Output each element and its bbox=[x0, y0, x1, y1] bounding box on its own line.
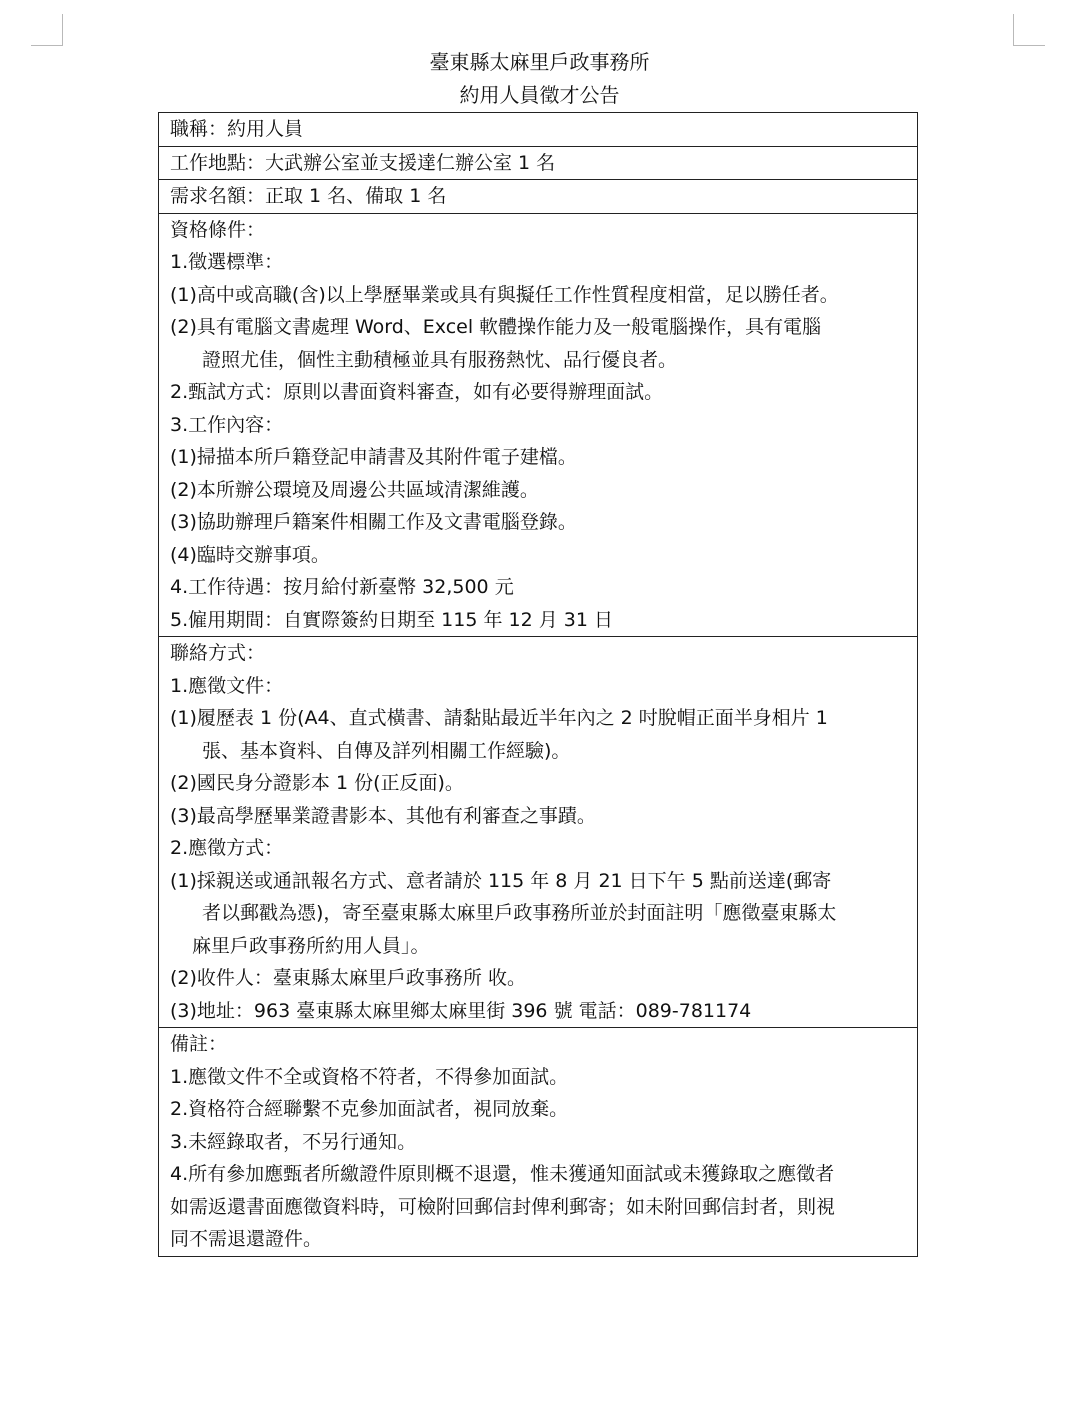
row-job-title bbox=[159, 113, 918, 147]
method-item-1: (1)採親送或通訊報名方式、意者請於 115 年 8 月 21 日下午 5 點前送達(郵寄 bbox=[170, 869, 832, 892]
document-subtitle: 約用人員徵才公告 bbox=[459, 83, 620, 107]
duty-item-4: (4)臨時交辦事項。 bbox=[170, 543, 330, 566]
remark-item-2: 2.資格符合經聯繫不克參加面試者，視同放棄。 bbox=[170, 1098, 569, 1120]
cell-remarks bbox=[159, 1028, 918, 1257]
row-qualifications bbox=[159, 213, 918, 637]
cell-job-title bbox=[159, 113, 918, 147]
method-item-1-continued-2: 麻里戶政事務所約用人員」。 bbox=[192, 934, 430, 957]
remark-item-1: 1.應徵文件不全或資格不符者，不得參加面試。 bbox=[170, 1065, 569, 1088]
document-title: 臺東縣太麻里戶政事務所 bbox=[429, 50, 650, 74]
criteria-heading: 1.徵選標準： bbox=[170, 251, 284, 273]
duties-heading: 3.工作內容： bbox=[170, 413, 284, 436]
row-headcount bbox=[159, 180, 918, 214]
employment-period: 5.僱用期間：自實際簽約日期至 115 年 12 月 31 日 bbox=[170, 608, 613, 631]
row-remarks bbox=[159, 1028, 918, 1257]
crop-mark-top-right bbox=[1013, 14, 1045, 46]
job-title-text: 職稱：約用人員 bbox=[170, 118, 304, 140]
row-work-location bbox=[159, 146, 918, 180]
remark-item-3: 3.未經錄取者，不另行通知。 bbox=[170, 1130, 417, 1153]
criteria-item-1: (1)高中或高職(含)以上學歷畢業或具有與擬任工作性質程度相當，足以勝任者。 bbox=[170, 283, 839, 306]
method-heading: 2.應徵方式： bbox=[170, 837, 284, 859]
remark-item-4-continued: 如需返還書面應徵資料時，可檢附回郵信封俾利郵寄；如未附回郵信封者，則視 bbox=[170, 1195, 836, 1218]
work-location-text: 工作地點：大武辦公室並支援達仁辦公室 1 名 bbox=[170, 151, 556, 174]
row-contact bbox=[159, 637, 918, 1028]
document-item-2: (2)國民身分證影本 1 份(正反面)。 bbox=[170, 772, 464, 794]
duty-item-2: (2)本所辦公環境及周邊公共區域清潔維護。 bbox=[170, 478, 539, 501]
remarks-heading: 備註： bbox=[170, 1033, 228, 1055]
document-item-1: (1)履歷表 1 份(A4、直式橫書、請黏貼最近半年內之 2 吋脫帽正面半身相片 1 bbox=[170, 707, 828, 729]
recipient-text: (2)收件人：臺東縣太麻里戶政事務所 收。 bbox=[170, 967, 526, 989]
criteria-item-2-continued: 證照尤佳，個性主動積極並具有服務熱忱、品行優良者。 bbox=[202, 348, 678, 371]
method-item-1-continued: 者以郵戳為憑)，寄至臺東縣太麻里戶政事務所並於封面註明「應徵臺東縣太 bbox=[202, 902, 837, 924]
document-item-1-continued: 張、基本資料、自傳及詳列相關工作經驗)。 bbox=[202, 739, 571, 762]
cell-qualifications bbox=[159, 213, 918, 637]
qualifications-heading: 資格條件： bbox=[170, 218, 266, 241]
cell-work-location bbox=[159, 146, 918, 180]
crop-mark-top-left bbox=[31, 14, 63, 46]
criteria-item-2: (2)具有電腦文書處理 Word、Excel 軟體操作能力及一般電腦操作，具有電腦 bbox=[170, 316, 822, 338]
remark-item-4: 4.所有參加應甄者所繳證件原則概不退還，惟未獲通知面試或未獲錄取之應徵者 bbox=[170, 1163, 835, 1185]
contact-heading: 聯絡方式： bbox=[170, 642, 266, 664]
documents-heading: 1.應徵文件： bbox=[170, 674, 284, 697]
duty-item-1: (1)掃描本所戶籍登記申請書及其附件電子建檔。 bbox=[170, 446, 577, 468]
notice-table bbox=[158, 112, 918, 1257]
cell-headcount bbox=[159, 180, 918, 214]
headcount-text: 需求名額：正取 1 名、備取 1 名 bbox=[170, 185, 447, 207]
document-item-3: (3)最高學歷畢業證書影本、其他有利審查之事蹟。 bbox=[170, 804, 596, 827]
duty-item-3: (3)協助辦理戶籍案件相關工作及文書電腦登錄。 bbox=[170, 511, 577, 533]
cell-contact bbox=[159, 637, 918, 1028]
salary-text: 4.工作待遇：按月給付新臺幣 32,500 元 bbox=[170, 576, 514, 598]
address-text: (3)地址：963 臺東縣太麻里鄉太麻里街 396 號 電話：089-781174 bbox=[170, 999, 752, 1022]
selection-method: 2.甄試方式：原則以書面資料審查，如有必要得辦理面試。 bbox=[170, 381, 664, 403]
remark-item-4-continued-2: 同不需退還證件。 bbox=[170, 1228, 323, 1250]
